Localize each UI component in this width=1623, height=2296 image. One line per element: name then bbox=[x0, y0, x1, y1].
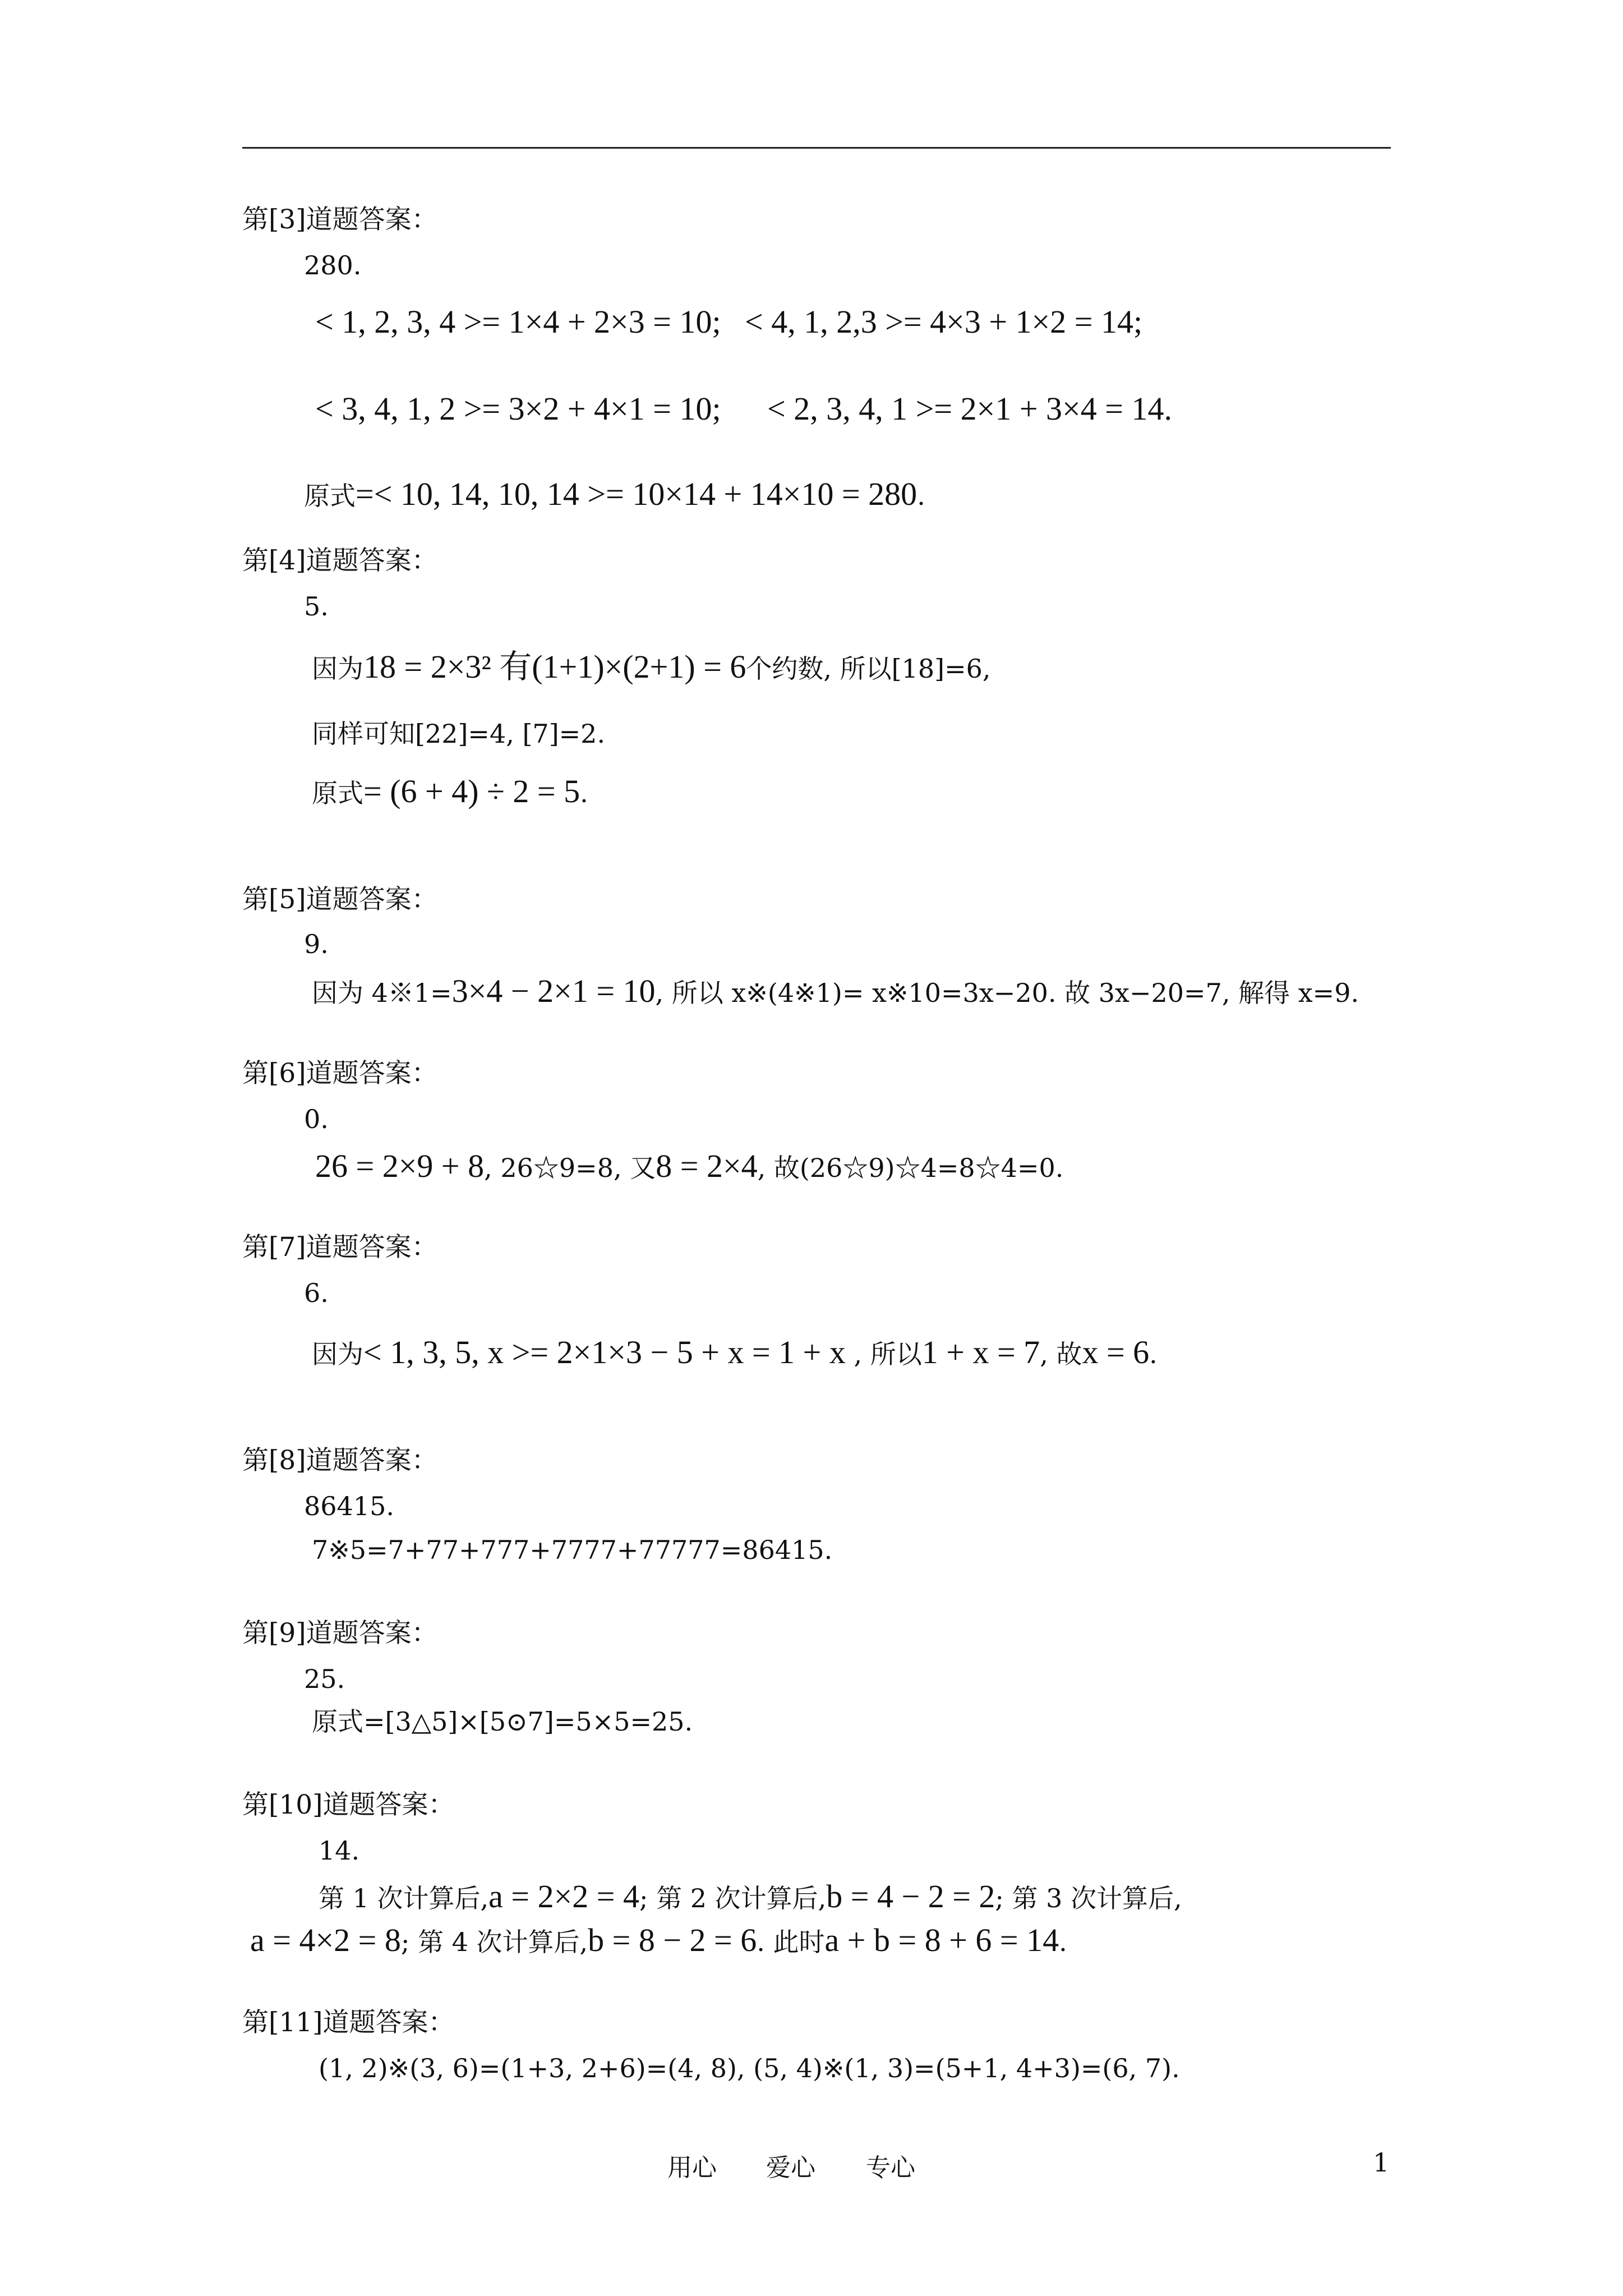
q7-line-1-mid: , 所以 bbox=[845, 1339, 922, 1369]
q3-heading: 第[3]道题答案： bbox=[242, 204, 438, 235]
page-number: 1 bbox=[1373, 2147, 1390, 2178]
q11-heading: 第[11]道题答案： bbox=[242, 2007, 455, 2038]
q5-line-1-math: 3×4 − 2×1 = 10 bbox=[451, 973, 656, 1009]
q6-line-1-math-1: 26 = 2×9 + 8 bbox=[315, 1148, 485, 1184]
q8-heading: 第[8]道题答案： bbox=[242, 1445, 438, 1476]
footer-word-2: 爱心 bbox=[766, 2154, 815, 2182]
q3-equation-1a: < 1, 2, 3, 4 >= 1×4 + 2×3 = 10; bbox=[315, 303, 721, 340]
q10-line-2-math-1: a = 4×2 = 8 bbox=[250, 1922, 401, 1958]
q5-line-1-post: , 所以 x※(4※1)= x※10=3x−20. 故 3x−20=7, 解得 x=9. bbox=[655, 978, 1359, 1008]
q6-line-1-mid: , 26☆9=8, 又 bbox=[484, 1153, 656, 1183]
q3-equation-1b: < 4, 1, 2,3 >= 4×3 + 1×2 = 14; bbox=[745, 303, 1143, 340]
q3-answer: 280. bbox=[304, 250, 362, 280]
q4-line-1-math-2: (1+1)×(2+1) = 6 bbox=[532, 648, 746, 685]
q4-line-3-pre: 原式 bbox=[312, 778, 363, 808]
q10-line-1 bbox=[319, 1880, 1182, 1913]
q6-heading: 第[6]道题答案： bbox=[242, 1058, 438, 1089]
q10-line-1-math-1: a = 2×2 = 4 bbox=[488, 1878, 640, 1915]
q3-equation-2b: < 2, 3, 4, 1 >= 2×1 + 3×4 = 14. bbox=[767, 390, 1172, 427]
q7-line-1-math-2: 1 + x = 7 bbox=[921, 1334, 1040, 1370]
q10-line-1-b: ; 第 2 次计算后, bbox=[639, 1883, 827, 1913]
q3-final-expression: =< 10, 14, 10, 14 >= 10×14 + 14×10 = 280 bbox=[356, 476, 917, 512]
q6-line-1-math-2: 8 = 2×4 bbox=[656, 1148, 758, 1184]
q4-heading: 第[4]道题答案： bbox=[242, 545, 438, 576]
q3-equation-2a: < 3, 4, 1, 2 >= 3×2 + 4×1 = 10; bbox=[315, 390, 721, 427]
q7-line-1-math-3: x = 6 bbox=[1082, 1334, 1150, 1370]
q4-line-1 bbox=[312, 648, 991, 685]
q7-line-1-pre: 因为 bbox=[312, 1339, 363, 1369]
q7-answer: 6. bbox=[304, 1278, 329, 1308]
q11-line-1: (1, 2)※(3, 6)=(1+3, 2+6)=(4, 8), (5, 4)※(1, 3)=(5+1, 4+3)=(6, 7). bbox=[319, 2053, 1180, 2083]
footer-word-1: 用心 bbox=[667, 2154, 717, 2182]
q6-line-1 bbox=[315, 1150, 1063, 1182]
q10-line-1-c: ; 第 3 次计算后, bbox=[995, 1883, 1182, 1913]
q5-answer: 9. bbox=[304, 929, 329, 959]
q5-heading: 第[5]道题答案： bbox=[242, 884, 438, 915]
q5-line-1-pre: 因为 4※1= bbox=[312, 978, 452, 1008]
q10-heading: 第[10]道题答案： bbox=[242, 1789, 455, 1820]
q9-answer: 25. bbox=[304, 1664, 345, 1694]
q10-line-2-math-2: b = 8 − 2 = 6 bbox=[588, 1922, 757, 1958]
footer-word-3: 专心 bbox=[866, 2154, 915, 2182]
q10-line-2-end: . bbox=[1059, 1927, 1067, 1957]
q10-line-2-a: ; 第 4 次计算后, bbox=[400, 1927, 588, 1957]
q8-line-1: 7※5=7+77+777+7777+77777=86415. bbox=[312, 1535, 833, 1565]
q7-heading: 第[7]道题答案： bbox=[242, 1232, 438, 1263]
header-rule bbox=[242, 147, 1391, 149]
q4-line-3-math: = (6 + 4) ÷ 2 = 5 bbox=[363, 773, 580, 809]
q10-line-1-a: 第 1 次计算后, bbox=[319, 1883, 489, 1913]
q3-final-period: . bbox=[917, 481, 925, 511]
q7-line-1-mid-2: , 故 bbox=[1040, 1339, 1082, 1369]
q5-line-1 bbox=[312, 975, 1359, 1007]
q7-line-1-math-1: < 1, 3, 5, x >= 2×1×3 − 5 + x = 1 + x bbox=[363, 1334, 846, 1370]
q9-heading: 第[9]道题答案： bbox=[242, 1618, 438, 1649]
q6-line-1-post: , 故(26☆9)☆4=8☆4=0. bbox=[757, 1153, 1064, 1183]
q3-final-label: 原式 bbox=[304, 481, 356, 511]
q4-line-1-math-1: 18 = 2×3² 有 bbox=[363, 648, 532, 685]
q4-answer: 5. bbox=[304, 591, 329, 622]
q4-line-1-post: 个约数, 所以[18]=6, bbox=[746, 654, 991, 684]
q7-line-1-end: . bbox=[1149, 1339, 1158, 1369]
q6-answer: 0. bbox=[304, 1104, 329, 1134]
q10-line-2-math-3: a + b = 8 + 6 = 14 bbox=[824, 1922, 1059, 1958]
q10-line-2-b: . 此时 bbox=[757, 1927, 825, 1957]
q9-line-1: 原式=[3△5]×[5⊙7]=5×5=25. bbox=[312, 1706, 693, 1737]
q10-line-2 bbox=[250, 1924, 1067, 1957]
q10-answer: 14. bbox=[319, 1835, 360, 1866]
q7-line-1 bbox=[312, 1336, 1158, 1369]
q10-line-1-math-2: b = 4 − 2 = 2 bbox=[826, 1878, 995, 1915]
q4-line-3 bbox=[312, 775, 588, 808]
q4-line-1-pre: 因为 bbox=[312, 654, 363, 684]
q4-line-2: 同样可知[22]=4, [7]=2. bbox=[312, 719, 606, 749]
q8-answer: 86415. bbox=[304, 1491, 394, 1521]
q4-line-3-end: . bbox=[580, 778, 588, 808]
q3-final-line bbox=[304, 478, 925, 510]
